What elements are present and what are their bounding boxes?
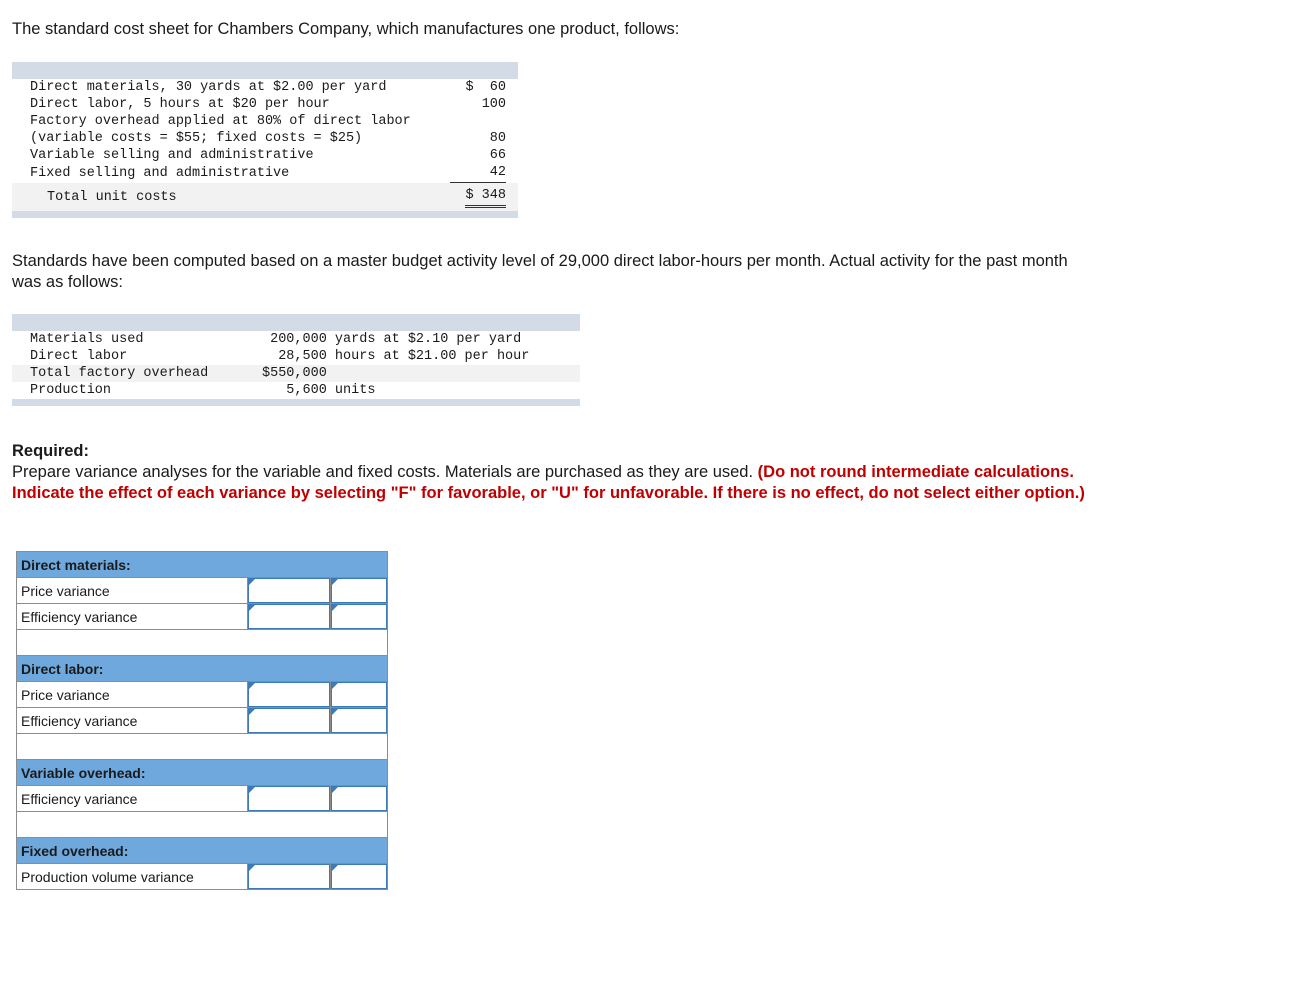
fo-volume-variance-amount-input[interactable] bbox=[248, 864, 330, 889]
variance-answer-table bbox=[16, 551, 388, 890]
fo-volume-variance-fu-select[interactable] bbox=[331, 864, 387, 889]
cost-value: 100 bbox=[481, 97, 506, 112]
actual-value: 28,500 hours at $21.00 per hour bbox=[262, 349, 530, 364]
actual-label: Direct labor bbox=[30, 349, 128, 364]
spacer-row bbox=[17, 734, 388, 760]
cost-value: 66 bbox=[489, 148, 506, 163]
actual-value: 200,000 yards at $2.10 per yard bbox=[262, 332, 522, 347]
dl-price-variance-fu-select[interactable] bbox=[331, 682, 387, 707]
dl-price-variance-label: Price variance bbox=[17, 682, 248, 708]
cost-label: Fixed selling and administrative bbox=[30, 166, 290, 181]
required-text: Prepare variance analyses for the variable and fixed costs. Materials are purchased as they are used. bbox=[12, 463, 758, 481]
dl-efficiency-variance-fu-select[interactable] bbox=[331, 708, 387, 733]
dm-efficiency-variance-label: Efficiency variance bbox=[17, 604, 248, 630]
actual-value: 5,600 units bbox=[262, 383, 376, 398]
spacer-row bbox=[17, 630, 388, 656]
actual-label: Materials used bbox=[30, 332, 144, 347]
cost-label: Factory overhead applied at 80% of direct labor bbox=[30, 114, 411, 129]
dl-price-variance-amount-input[interactable] bbox=[248, 682, 330, 707]
dm-price-variance-label: Price variance bbox=[17, 578, 248, 604]
fo-volume-variance-label: Production volume variance bbox=[17, 864, 248, 890]
dl-efficiency-variance-label: Efficiency variance bbox=[17, 708, 248, 734]
standards-text: Standards have been computed based on a master budget activity level of 29,000 direct labor-hours per month. Actual activity for the past month was as follows: bbox=[12, 252, 1068, 291]
direct-materials-heading: Direct materials: bbox=[17, 552, 388, 578]
vo-efficiency-variance-amount-input[interactable] bbox=[248, 786, 330, 811]
cost-label: (variable costs = $55; fixed costs = $25) bbox=[30, 131, 363, 146]
dm-efficiency-variance-amount-input[interactable] bbox=[248, 604, 330, 629]
required-section bbox=[12, 441, 1092, 504]
intro-text: The standard cost sheet for Chambers Company, which manufactures one product, follows: bbox=[12, 20, 680, 38]
dm-efficiency-variance-fu-select[interactable] bbox=[331, 604, 387, 629]
cost-value: 80 bbox=[489, 131, 506, 146]
cost-value bbox=[442, 113, 518, 130]
variable-overhead-heading: Variable overhead: bbox=[17, 760, 388, 786]
actual-label: Total factory overhead bbox=[12, 365, 262, 382]
dm-price-variance-amount-input[interactable] bbox=[248, 578, 330, 603]
required-instruction: (Do not round intermediate calculations. Indicate the effect of each variance by selecting "F" for favorable, or "U" for unfavorable. If there is no effect, do not select either option.) bbox=[12, 463, 1085, 502]
actual-activity-table bbox=[12, 314, 580, 406]
vo-efficiency-variance-label: Efficiency variance bbox=[17, 786, 248, 812]
vo-efficiency-variance-fu-select[interactable] bbox=[331, 786, 387, 811]
spacer-row bbox=[17, 812, 388, 838]
dm-price-variance-fu-select[interactable] bbox=[331, 578, 387, 603]
cost-value: 42 bbox=[450, 164, 506, 183]
direct-labor-heading: Direct labor: bbox=[17, 656, 388, 682]
actual-value: $550,000 bbox=[262, 365, 580, 382]
required-heading: Required: bbox=[12, 442, 90, 460]
total-label: Total unit costs bbox=[12, 183, 442, 211]
fixed-overhead-heading: Fixed overhead: bbox=[17, 838, 388, 864]
cost-label: Direct materials, 30 yards at $2.00 per yard bbox=[30, 80, 387, 95]
dl-efficiency-variance-amount-input[interactable] bbox=[248, 708, 330, 733]
cost-label: Direct labor, 5 hours at $20 per hour bbox=[30, 97, 330, 112]
cost-value: $ 60 bbox=[465, 80, 506, 95]
standard-cost-sheet bbox=[12, 62, 518, 218]
actual-label: Production bbox=[30, 383, 112, 398]
total-value: $ 348 bbox=[465, 187, 506, 208]
cost-label: Variable selling and administrative bbox=[30, 148, 314, 163]
